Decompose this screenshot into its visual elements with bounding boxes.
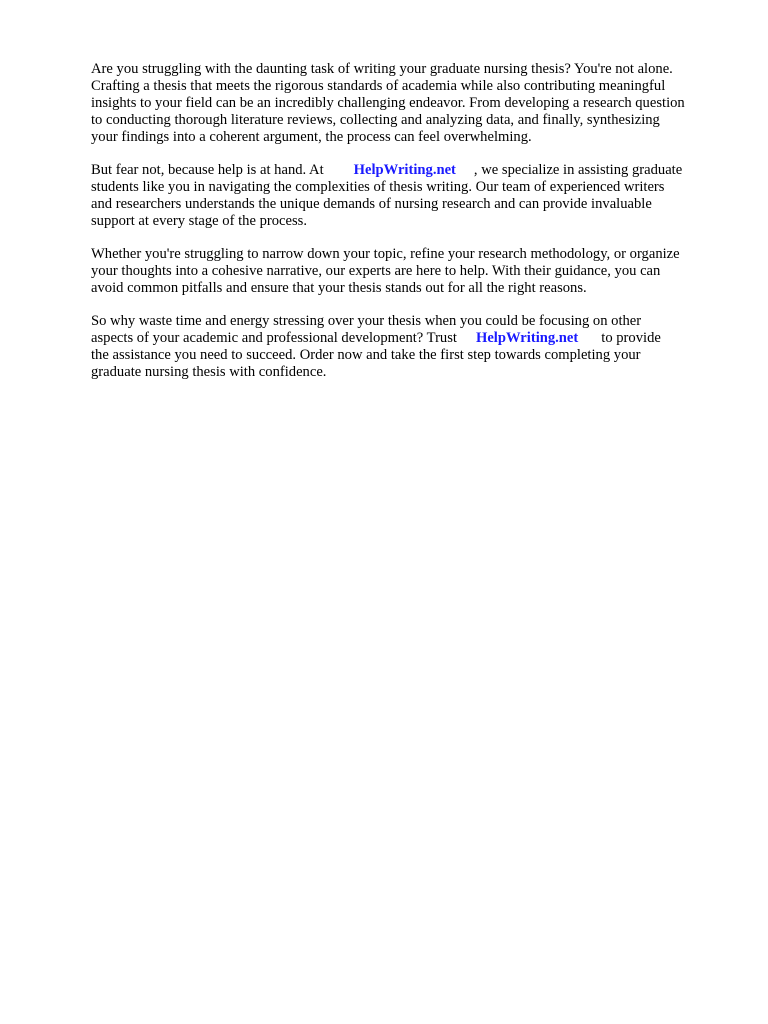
text-line: the assistance you need to succeed. Order now and take the first step towards completing your [91, 347, 641, 363]
text-line: So why waste time and energy stressing over your thesis when you could be focusing on other [91, 313, 642, 329]
text-line: support at every stage of the process. [91, 213, 307, 229]
text-line: insights to your field can be an incredibly challenging endeavor. From developing a research question [91, 95, 685, 111]
helpwriting-link[interactable]: HelpWriting.net [475, 330, 579, 346]
text-segment: aspects of your academic and professional development? Trust [91, 330, 457, 346]
helpwriting-link[interactable]: HelpWriting.net [353, 162, 456, 178]
text-line: Whether you're struggling to narrow down your topic, refine your research methodology, or organize [91, 246, 680, 262]
paragraph-experts [91, 246, 731, 297]
text-line: your thoughts into a cohesive narrative, our experts are here to help. With their guidance, you can [91, 263, 661, 279]
text-segment: , we specialize in assisting graduate [473, 162, 683, 178]
paragraph-closing [91, 313, 731, 381]
paragraph-help [91, 162, 731, 230]
text-segment: But fear not, because help is at hand. At [91, 162, 324, 178]
document-body [91, 61, 731, 397]
text-line: avoid common pitfalls and ensure that your thesis stands out for all the right reasons. [91, 280, 587, 296]
text-line: graduate nursing thesis with confidence. [91, 364, 327, 380]
text-line: your findings into a coherent argument, the process can feel overwhelming. [91, 129, 532, 145]
text-line [91, 330, 731, 347]
text-line: to conducting thorough literature reviews, collecting and analyzing data, and finally, synthesizing [91, 112, 660, 128]
text-line: Are you struggling with the daunting task of writing your graduate nursing thesis? You're not alone. [91, 61, 673, 77]
text-segment: to provide [601, 330, 661, 346]
text-line [91, 162, 731, 179]
text-line: students like you in navigating the complexities of thesis writing. Our team of experienced writers [91, 179, 665, 195]
text-line: and researchers understands the unique demands of nursing research and can provide invaluable [91, 196, 652, 212]
text-line: Crafting a thesis that meets the rigorous standards of academia while also contributing meaningful [91, 78, 666, 94]
paragraph-intro [91, 61, 731, 146]
